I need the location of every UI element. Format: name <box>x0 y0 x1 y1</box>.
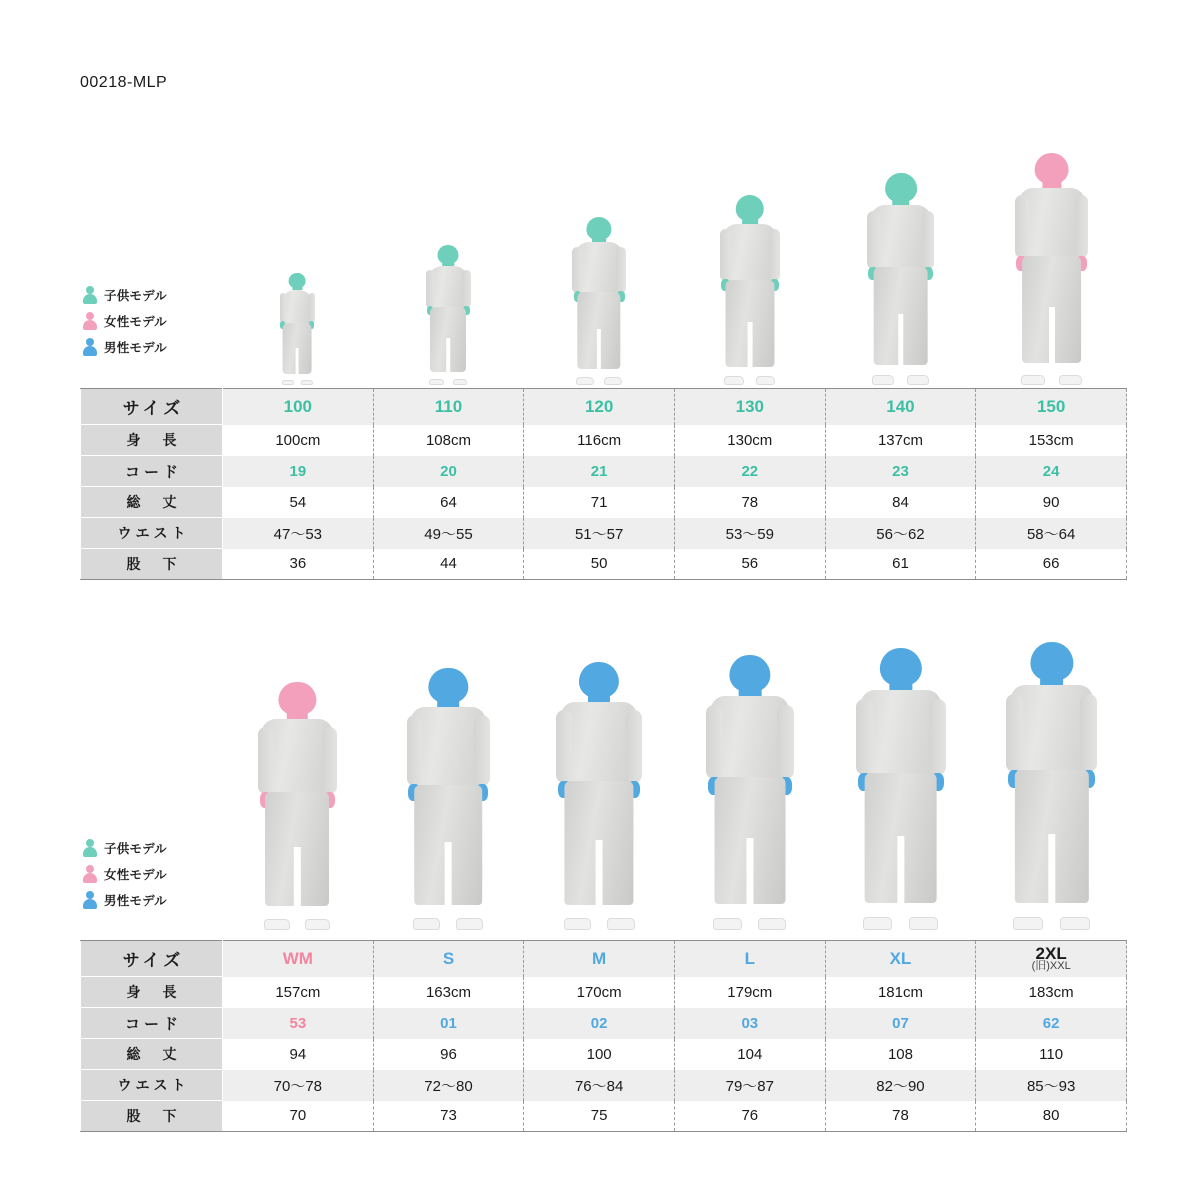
table-cell: 36 <box>223 549 374 580</box>
model-leg-gap <box>445 842 452 905</box>
row-waist <box>81 518 1127 549</box>
row-header: サイズ <box>81 389 223 425</box>
model-shoe <box>713 918 741 930</box>
legend-item-man <box>82 334 222 360</box>
table-cell: 54 <box>223 487 374 518</box>
table-cell <box>976 941 1127 977</box>
table-cell: 53〜59 <box>674 518 825 549</box>
model-leg-gap <box>294 847 300 906</box>
model-figure-kid <box>281 273 315 385</box>
table-cell: 50 <box>524 549 675 580</box>
table-cell: 96 <box>373 1039 524 1070</box>
model-sleeve <box>407 715 423 786</box>
model-leg-gap <box>296 348 299 375</box>
product-code: 00218-MLP <box>80 74 168 91</box>
model-head <box>579 662 619 698</box>
table-cell: 94 <box>223 1039 374 1070</box>
row-header: コード <box>81 456 223 487</box>
table-cell: 110 <box>373 389 524 425</box>
table-cell: 07 <box>825 1008 976 1039</box>
model-sleeve <box>1015 195 1029 258</box>
table-cell: 120 <box>524 389 675 425</box>
model-figure-kid <box>721 195 778 385</box>
row-inseam <box>81 1101 1127 1132</box>
table-cell: 104 <box>674 1039 825 1070</box>
row-size <box>81 389 1127 425</box>
model-head <box>279 682 316 715</box>
legend-item-kid <box>82 835 222 861</box>
model-shoe <box>264 919 290 930</box>
table-cell: 163cm <box>373 977 524 1008</box>
table-cell: 100cm <box>223 425 374 456</box>
model-figure-man <box>409 668 488 930</box>
table-cell: 20 <box>373 456 524 487</box>
model-shoe <box>305 919 331 930</box>
model-sleeve <box>720 229 731 280</box>
row-size <box>81 941 1127 977</box>
model-shoe <box>1060 917 1090 930</box>
row-total-length <box>81 1039 1127 1070</box>
model-shoe <box>604 377 621 385</box>
model-sleeve <box>474 715 490 786</box>
model-shoe <box>301 380 313 385</box>
model-shoe <box>576 377 593 385</box>
table-cell: 03 <box>674 1008 825 1039</box>
model-leg-gap <box>747 322 752 367</box>
table-cell: 21 <box>524 456 675 487</box>
model-sleeve <box>856 699 873 775</box>
model-sleeve <box>706 705 723 779</box>
model-figure-kid <box>427 245 469 385</box>
table-cell: 157cm <box>223 977 374 1008</box>
table-cell: 116cm <box>524 425 675 456</box>
model-figure-man <box>1008 642 1094 930</box>
table-cell: 100 <box>524 1039 675 1070</box>
model-figure-cell <box>825 648 976 930</box>
table-cell: 80 <box>976 1101 1127 1132</box>
model-shoe <box>907 375 929 385</box>
person-icon-man <box>82 891 98 909</box>
model-head <box>880 648 922 686</box>
model-figure-cell <box>825 173 976 385</box>
table-cell: 153cm <box>976 425 1127 456</box>
table-cell: 53 <box>223 1008 374 1039</box>
person-icon-woman <box>82 312 98 330</box>
table-cell: 130cm <box>674 425 825 456</box>
model-head <box>885 173 917 202</box>
model-figure-cell <box>222 273 373 385</box>
legend-label-woman: 女性モデル <box>104 315 167 329</box>
model-sleeve <box>922 211 935 268</box>
table-cell: 150 <box>976 389 1127 425</box>
table-cell: 100 <box>223 389 374 425</box>
table-cell: 79〜87 <box>674 1070 825 1101</box>
model-head <box>586 217 611 240</box>
model-sleeve <box>556 710 572 783</box>
table-cell: 90 <box>976 487 1127 518</box>
row-header: 総 丈 <box>81 487 223 518</box>
model-leg-gap <box>746 838 753 904</box>
table-cell: 75 <box>524 1101 675 1132</box>
row-header: コード <box>81 1008 223 1039</box>
model-shoe <box>413 918 440 930</box>
table-cell: 85〜93 <box>976 1070 1127 1101</box>
model-figure-cell <box>373 668 524 930</box>
model-sleeve <box>1006 694 1023 772</box>
table-cell: 70〜78 <box>223 1070 374 1101</box>
model-figure-cell <box>222 682 373 930</box>
kids-model-figures <box>222 150 1127 385</box>
table-cell: 108 <box>825 1039 976 1070</box>
model-figure-kid <box>574 217 624 385</box>
model-figure-cell <box>524 662 675 930</box>
model-leg-gap <box>897 836 904 903</box>
table-cell: 02 <box>524 1008 675 1039</box>
model-sleeve <box>626 710 642 783</box>
table-cell: 73 <box>373 1101 524 1132</box>
model-leg-gap <box>1049 307 1055 362</box>
table-cell: 49〜55 <box>373 518 524 549</box>
row-height <box>81 425 1127 456</box>
table-cell: 24 <box>976 456 1127 487</box>
row-header: 総 丈 <box>81 1039 223 1070</box>
model-shoe <box>1013 917 1043 930</box>
row-header: ウエスト <box>81 518 223 549</box>
model-figure-cell <box>674 655 825 930</box>
model-shoe <box>282 380 294 385</box>
table-cell: M <box>524 941 675 977</box>
legend-item-man <box>82 887 222 913</box>
table-cell: 78 <box>674 487 825 518</box>
table-cell: 179cm <box>674 977 825 1008</box>
model-head <box>1030 642 1073 681</box>
table-cell: 110 <box>976 1039 1127 1070</box>
model-shoe <box>909 917 938 930</box>
row-header: 股 下 <box>81 549 223 580</box>
model-leg-gap <box>898 314 903 365</box>
model-head <box>429 668 468 703</box>
model-sleeve <box>1075 195 1089 258</box>
model-figure-man <box>858 648 943 930</box>
kids-size-table <box>80 388 1127 580</box>
table-cell: 51〜57 <box>524 518 675 549</box>
row-header: サイズ <box>81 941 223 977</box>
model-shoe <box>1021 375 1045 385</box>
table-cell: 108cm <box>373 425 524 456</box>
row-header: 身 長 <box>81 425 223 456</box>
model-shoe <box>456 918 483 930</box>
person-icon-kid <box>82 839 98 857</box>
person-icon-man <box>82 338 98 356</box>
model-sleeve <box>280 293 287 323</box>
table-cell: XL <box>825 941 976 977</box>
table-cell: 44 <box>373 549 524 580</box>
legend-label-man: 男性モデル <box>104 894 167 908</box>
adult-model-figures <box>222 640 1127 930</box>
model-head <box>736 195 765 221</box>
model-leg-gap <box>446 338 450 371</box>
row-header: 股 下 <box>81 1101 223 1132</box>
row-total-length <box>81 487 1127 518</box>
table-cell: 62 <box>976 1008 1127 1039</box>
table-cell: 23 <box>825 456 976 487</box>
table-cell: 181cm <box>825 977 976 1008</box>
person-icon-kid <box>82 286 98 304</box>
table-cell: 22 <box>674 456 825 487</box>
legend-kids <box>82 282 222 360</box>
model-figure-cell <box>976 642 1127 930</box>
model-shoe <box>1059 375 1083 385</box>
table-cell: 82〜90 <box>825 1070 976 1101</box>
model-sleeve <box>322 727 337 794</box>
table-cell: L <box>674 941 825 977</box>
legend-label-woman: 女性モデル <box>104 868 167 882</box>
model-leg-gap <box>597 329 601 369</box>
table-cell: 140 <box>825 389 976 425</box>
table-cell: 137cm <box>825 425 976 456</box>
model-figure-cell <box>674 195 825 385</box>
model-sleeve <box>867 211 880 268</box>
table-cell: 56〜62 <box>825 518 976 549</box>
table-cell: 76〜84 <box>524 1070 675 1101</box>
row-height <box>81 977 1127 1008</box>
table-cell: 01 <box>373 1008 524 1039</box>
model-figure-kid <box>869 173 933 385</box>
model-shoe <box>863 917 892 930</box>
legend-label-man: 男性モデル <box>104 341 167 355</box>
table-cell: 66 <box>976 549 1127 580</box>
table-cell: 130 <box>674 389 825 425</box>
row-inseam <box>81 549 1127 580</box>
row-waist <box>81 1070 1127 1101</box>
table-cell: 78 <box>825 1101 976 1132</box>
table-cell: 84 <box>825 487 976 518</box>
model-head <box>1034 153 1069 184</box>
row-header: 身 長 <box>81 977 223 1008</box>
model-sleeve <box>572 247 582 292</box>
model-shoe <box>453 379 467 385</box>
table-cell: 183cm <box>976 977 1127 1008</box>
table-cell: 72〜80 <box>373 1070 524 1101</box>
legend-adult <box>82 835 222 913</box>
model-shoe <box>756 376 776 385</box>
adult-size-table <box>80 940 1127 1132</box>
model-figure-cell <box>524 217 675 385</box>
table-cell: 70 <box>223 1101 374 1132</box>
model-figure-cell <box>976 153 1127 385</box>
model-shoe <box>872 375 894 385</box>
model-sleeve <box>769 229 780 280</box>
model-shoe <box>607 918 635 930</box>
table-cell: 61 <box>825 549 976 580</box>
row-code <box>81 456 1127 487</box>
legend-label-kid: 子供モデル <box>104 289 167 303</box>
row-header: ウエスト <box>81 1070 223 1101</box>
model-sleeve <box>258 727 273 794</box>
table-cell: 76 <box>674 1101 825 1132</box>
model-shoe <box>564 918 592 930</box>
person-icon-woman <box>82 865 98 883</box>
size-old-name: (旧)XXL <box>1031 959 1071 972</box>
legend-item-woman <box>82 861 222 887</box>
model-sleeve <box>426 270 434 308</box>
model-sleeve <box>929 699 946 775</box>
table-cell: 170cm <box>524 977 675 1008</box>
table-cell: 71 <box>524 487 675 518</box>
table-cell: 47〜53 <box>223 518 374 549</box>
table-cell: S <box>373 941 524 977</box>
table-cell: WM <box>223 941 374 977</box>
model-shoe <box>758 918 786 930</box>
size-label-with-note: 2XL (旧)XXL <box>976 945 1126 972</box>
legend-item-kid <box>82 282 222 308</box>
model-sleeve <box>1080 694 1097 772</box>
model-figure-man <box>559 662 639 930</box>
model-sleeve <box>777 705 794 779</box>
legend-item-woman <box>82 308 222 334</box>
model-leg-gap <box>596 840 603 904</box>
model-shoe <box>724 376 744 385</box>
table-cell: 19 <box>223 456 374 487</box>
model-sleeve <box>309 293 316 323</box>
table-cell: 64 <box>373 487 524 518</box>
model-leg-gap <box>1048 834 1055 903</box>
model-head <box>729 655 770 692</box>
model-figure-woman <box>1017 153 1087 385</box>
model-figure-woman <box>260 682 334 930</box>
legend-label-kid: 子供モデル <box>104 842 167 856</box>
model-sleeve <box>462 270 470 308</box>
model-figure-man <box>709 655 792 930</box>
model-figure-cell <box>373 245 524 385</box>
model-shoe <box>429 379 443 385</box>
table-cell: 56 <box>674 549 825 580</box>
table-cell: 58〜64 <box>976 518 1127 549</box>
row-code <box>81 1008 1127 1039</box>
model-sleeve <box>616 247 626 292</box>
